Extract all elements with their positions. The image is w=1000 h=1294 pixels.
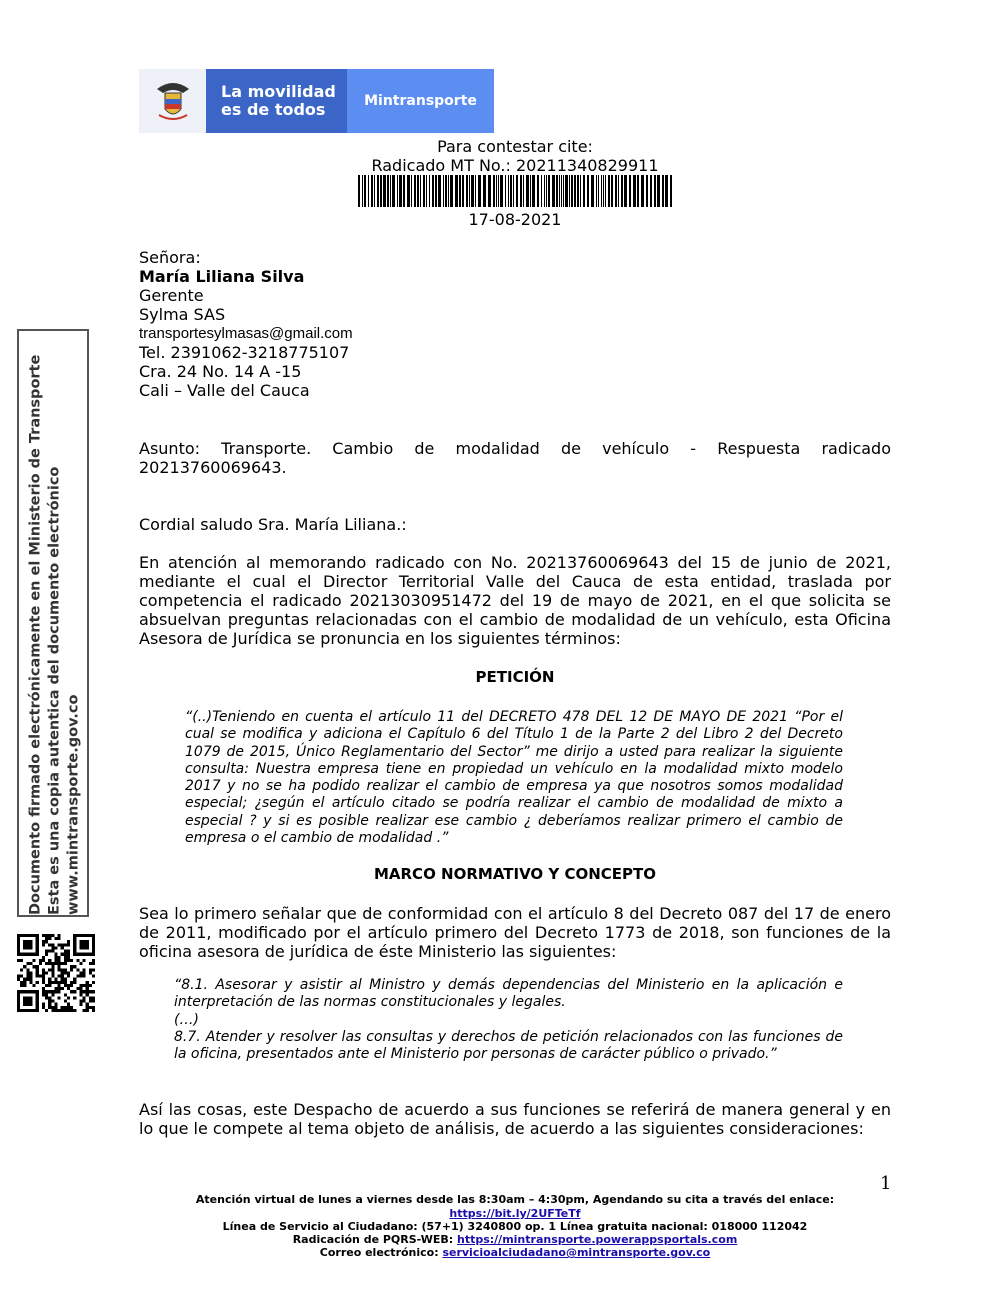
greeting: Cordial saludo Sra. María Liliana.: — [139, 515, 407, 534]
stamp-line2: Esta es una copia autentica del documento electrónico — [46, 466, 63, 915]
norm-quote — [174, 977, 843, 1063]
recipient-role: Gerente — [139, 286, 204, 305]
stamp-line1: Documento firmado electrónicamente en el Ministerio de Transporte — [27, 354, 44, 915]
norm-item-8-1: “8.1. Asesorar y asistir al Ministro y demás dependencias del Ministerio en la aplicación e interpretación de las normas constitucionales y legales. — [174, 977, 843, 1011]
section-title-marco: MARCO NORMATIVO Y CONCEPTO — [373, 865, 657, 883]
footer-pqrs-link[interactable]: https://mintransporte.powerappsportals.com — [457, 1233, 738, 1246]
page-number: 1 — [880, 1173, 892, 1194]
logo-line1: La movilidad — [221, 82, 336, 101]
section-title-peticion: PETICIÓN — [475, 668, 555, 686]
footer-appointment-link[interactable]: https://bit.ly/2UFTeTf — [449, 1207, 581, 1220]
cite-label: Para contestar cite: — [437, 137, 593, 156]
salutation: Señora: — [139, 248, 201, 267]
header-logo — [139, 69, 494, 133]
stamp-line3: www.mintransporte.gov.co — [65, 694, 82, 915]
electronic-signature-stamp — [17, 329, 89, 917]
recipient-email: transportesylmasas@gmail.com — [139, 325, 353, 342]
recipient-phone: Tel. 2391062-3218775107 — [139, 343, 350, 362]
barcode-icon — [358, 175, 672, 207]
footer-email — [100, 1246, 930, 1260]
recipient-address: Cra. 24 No. 14 A -15 — [139, 362, 302, 381]
logo-slogan — [206, 69, 347, 133]
intro-paragraph: En atención al memorando radicado con No. 20213760069643 del 15 de junio de 2021, mediante el cual el Director Territorial Valle del Cauca de esta entidad, traslada por competencia el radicado 20213030951472 del 19 de mayo de 2021, en el que solicita se absuelvan preguntas relacionadas con el cambio de modalidad de un vehículo, esta Oficina Asesora de Jurídica se pronuncia en los siguientes términos: — [139, 553, 891, 648]
logo-brand: Mintransporte — [347, 69, 494, 133]
norm-item-8-7: 8.7. Atender y resolver las consultas y derechos de petición relacionados con las funciones de la oficina, presentados ante el Ministerio por personas de carácter público o privado.” — [174, 1028, 843, 1063]
logo-line2: es de todos — [221, 100, 326, 119]
footer-hours: Atención virtual de lunes a viernes desde las 8:30am – 4:30pm, Agendando su cita a través del enlace: — [195, 1193, 835, 1206]
qr-code-icon — [17, 934, 95, 1012]
norm-ellipsis: (…) — [174, 1011, 199, 1028]
recipient-company: Sylma SAS — [139, 305, 226, 324]
recipient-name: María Liliana Silva — [139, 267, 305, 286]
recipient-city: Cali – Valle del Cauca — [139, 381, 310, 400]
radicado-number: Radicado MT No.: 20211340829911 — [371, 156, 659, 175]
considerations-paragraph: Así las cosas, este Despacho de acuerdo a sus funciones se referirá de manera general y en lo que le compete al tema objeto de análisis, de acuerdo a las siguientes consideraciones: — [139, 1100, 891, 1138]
footer-email-link[interactable]: servicioalciudadano@mintransporte.gov.co — [442, 1246, 711, 1259]
stamp-text — [27, 335, 84, 915]
recipient-block — [139, 248, 353, 400]
marco-paragraph: Sea lo primero señalar que de conformidad con el artículo 8 del Decreto 087 del 17 de enero de 2011, modificado por el artículo primero del Decreto 1773 de 2018, son funciones de la oficina asesora de jurídica de éste Ministerio las siguientes: — [139, 904, 891, 961]
coat-of-arms-icon — [139, 69, 206, 133]
subject: Asunto: Transporte. Cambio de modalidad de vehículo - Respuesta radicado 20213760069643. — [139, 439, 891, 477]
footer-pqrs — [100, 1233, 930, 1247]
document-date: 17-08-2021 — [468, 210, 562, 229]
petition-quote: “(..)Teniendo en cuenta el artículo 11 del DECRETO 478 DEL 12 DE MAYO DE 2021 “Por el cual se modifica y adiciona el Capítulo 6 del Título 1 de la Parte 2 del Libro 2 del Decreto 1079 de 2015, Único Reglamentario del Sector” me dirijo a usted para realizar la siguiente consulta: Nuestra empresa tiene en propiedad un vehículo en la modalidad mixto modelo 2017 y no se ha podido realizar el cambio de empresa ya que nosotros somos modalidad especial; ¿según el artículo citado se podría realizar el cambio de modalidad de mixto a especial ? y si es posible realizar ese cambio ¿ deberíamos realizar primero el cambio de empresa o el cambio de modalidad .” — [185, 709, 843, 847]
footer-email-label: Correo electrónico: — [319, 1246, 443, 1259]
footer-phone-lines: Línea de Servicio al Ciudadano: (57+1) 3240800 op. 1 Línea gratuita nacional: 018000 112042 — [222, 1220, 808, 1233]
footer-pqrs-label: Radicación de PQRS-WEB: — [292, 1233, 457, 1246]
